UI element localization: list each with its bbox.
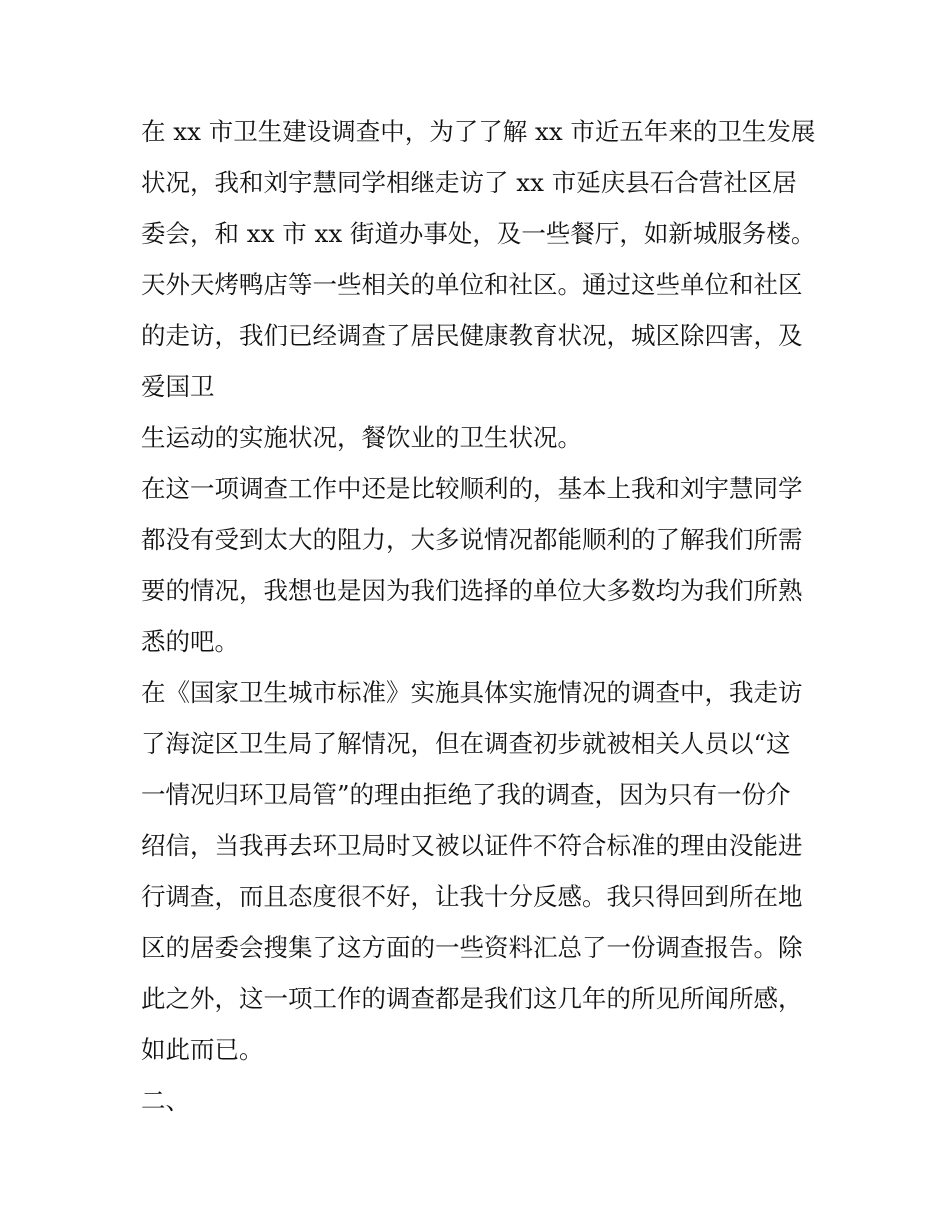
text-line: 的走访，我们已经调查了居民健康教育状况，城区除四害，及	[141, 321, 803, 350]
text-line: 如此而已。	[141, 1035, 264, 1064]
text-line: 在《国家卫生城市标准》实施具体实施情况的调查中，我走访	[141, 678, 803, 707]
text-line: 绍信，当我再去环卫局时又被以证件不符合标准的理由没能进	[141, 831, 803, 860]
section-heading: 二、	[141, 1086, 190, 1115]
text-line: 委会，和 xx 市 xx 街道办事处，及一些餐厅，如新城服务楼。	[141, 219, 816, 248]
text-line: 状况，我和刘宇慧同学相继走访了 xx 市延庆县石合营社区居	[141, 168, 797, 197]
text-line: 在这一项调查工作中还是比较顺利的，基本上我和刘宇慧同学	[141, 474, 803, 503]
text-line: 行调查，而且态度很不好，让我十分反感。我只得回到所在地	[141, 882, 803, 911]
body-text	[141, 106, 821, 1126]
text-line: 都没有受到太大的阻力，大多说情况都能顺利的了解我们所需	[141, 525, 803, 554]
text-line: 天外天烤鸭店等一些相关的单位和社区。通过这些单位和社区	[141, 270, 803, 299]
text-line: 区的居委会搜集了这方面的一些资料汇总了一份调查报告。除	[141, 933, 803, 962]
text-line: 了海淀区卫生局了解情况，但在调查初步就被相关人员以“这	[141, 729, 791, 758]
text-line: 悉的吧。	[141, 627, 239, 656]
text-line: 爱国卫	[141, 372, 215, 401]
text-line: 此之外，这一项工作的调查都是我们这几年的所见所闻所感，	[141, 984, 803, 1013]
text-line: 在 xx 市卫生建设调查中，为了了解 xx 市近五年来的卫生发展	[141, 117, 816, 146]
text-line: 一情况归环卫局管”的理由拒绝了我的调查，因为只有一份介	[141, 780, 791, 809]
text-line: 要的情况，我想也是因为我们选择的单位大多数均为我们所熟	[141, 576, 803, 605]
text-line: 生运动的实施状况，餐饮业的卫生状况。	[141, 423, 582, 452]
